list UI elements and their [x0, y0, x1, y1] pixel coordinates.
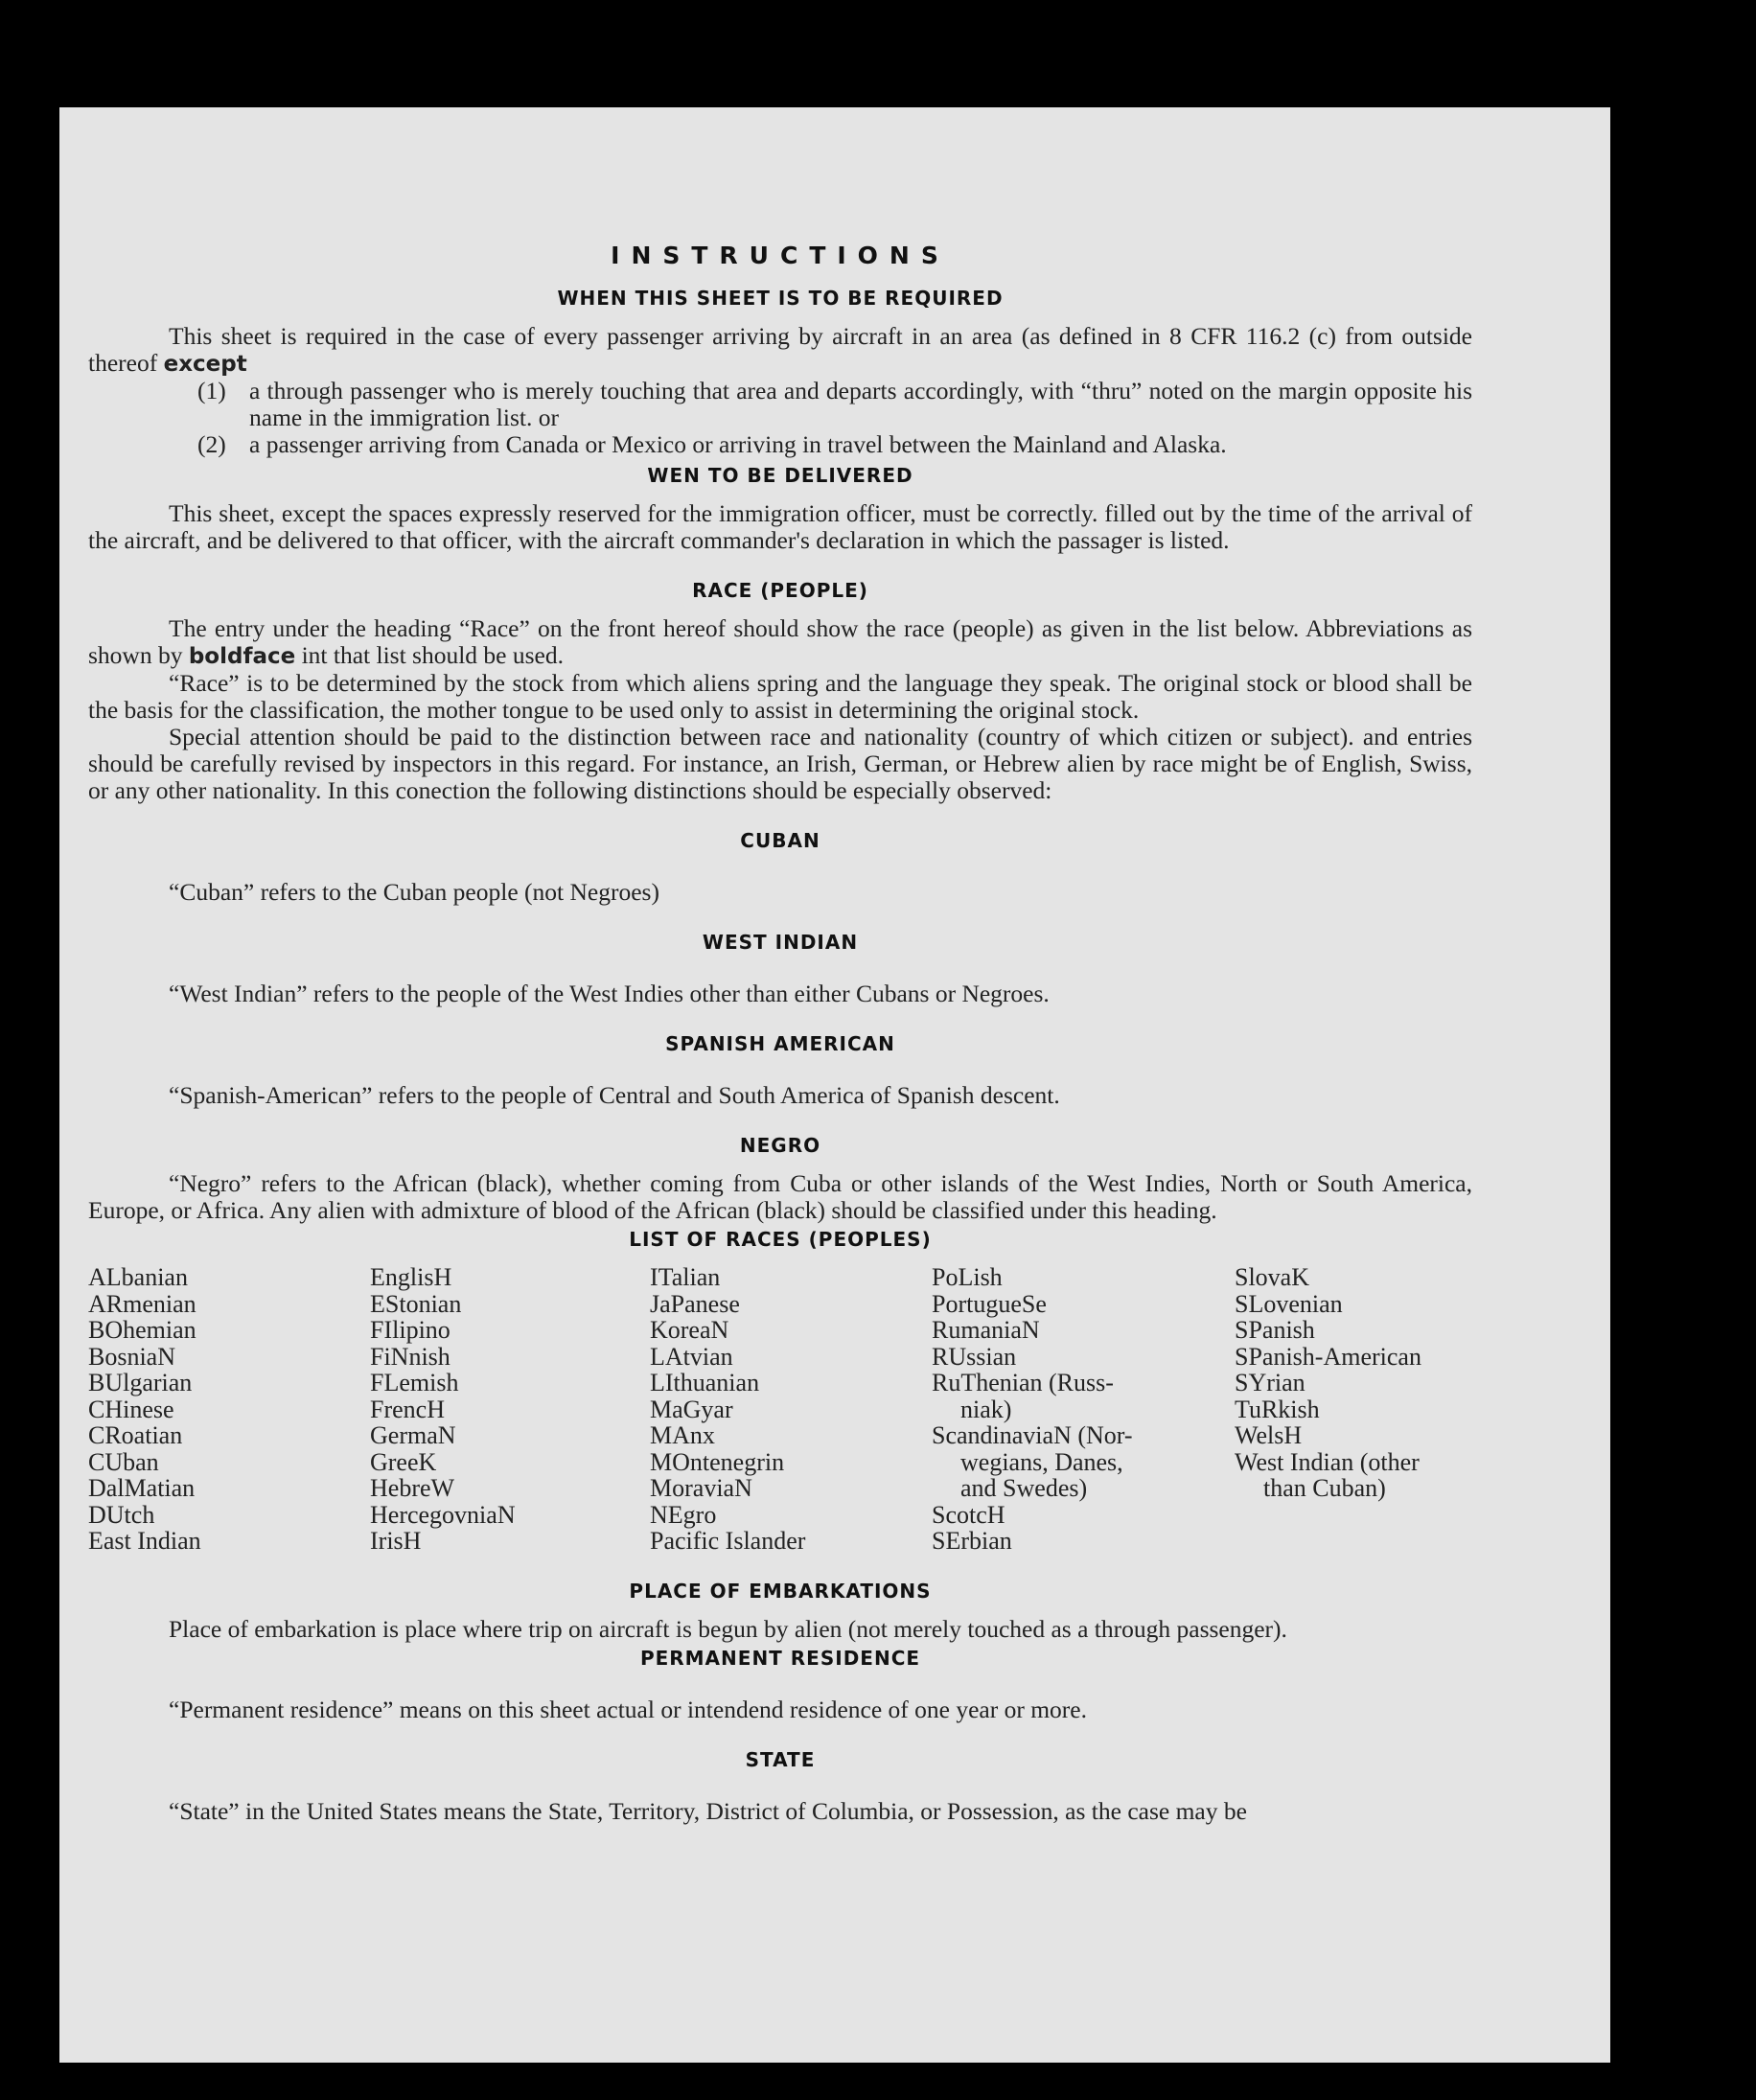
- race-entry: West Indian (other: [1235, 1447, 1420, 1476]
- race-entry: niak): [960, 1395, 1012, 1423]
- heading-embarkation: PLACE OF EMBARKATIONS: [629, 1579, 932, 1603]
- race-entry: BUlgarian: [88, 1369, 193, 1396]
- race-entry: MaGyar: [650, 1395, 733, 1423]
- heading-race: RACE (PEOPLE): [692, 579, 868, 602]
- exception-item: (2) a passenger arriving from Canada or Mexico or arriving in travel between the Mainland and Alaska.: [197, 430, 1227, 458]
- race-entry: FiNnish: [370, 1342, 451, 1371]
- except-bold: except: [163, 352, 247, 377]
- race-entry: LAtvian: [650, 1342, 733, 1371]
- heading-when-required: WHEN THIS SHEET IS TO BE REQUIRED: [557, 287, 1004, 310]
- race-entry: SlovaK: [1235, 1263, 1309, 1291]
- heading-negro: NEGRO: [739, 1134, 821, 1157]
- race-entry: than Cuban): [1263, 1474, 1386, 1502]
- races-column-5: [1235, 1264, 1474, 1555]
- embarkation-text: Place of embarkation is place where trip on aircraft is begun by alien (not merely touched as a through passenger).: [169, 1614, 1287, 1643]
- race-entry: GermaN: [370, 1421, 456, 1449]
- race-entry: HercegovniaN: [370, 1500, 516, 1529]
- race-entry: SPanish-American: [1235, 1342, 1421, 1371]
- race-entry: Pacific Islander: [650, 1527, 806, 1555]
- heading-west-indian: WEST INDIAN: [702, 931, 859, 954]
- race-entry: FIlipino: [370, 1316, 451, 1344]
- race-entry: FrencH: [370, 1395, 445, 1423]
- required-intro: This sheet is required in the case of every passenger arriving by aircraft in an area (as defined in 8 CFR 116.2 (c) from outside thereof except: [88, 322, 1472, 377]
- race-entry: FLemish: [370, 1369, 459, 1396]
- required-exceptions: [197, 378, 1472, 458]
- race-entry: WelsH: [1235, 1421, 1303, 1449]
- heading-list-of-races: LIST OF RACES (PEOPLES): [629, 1228, 932, 1251]
- races-column-2: [370, 1264, 650, 1555]
- races-column-3: [650, 1264, 932, 1555]
- races-column-1: [88, 1264, 370, 1555]
- west-indian-text: “West Indian” refers to the people of the West Indies other than either Cubans or Negroes.: [169, 980, 1050, 1007]
- race-paragraph-1: The entry under the heading “Race” on the front hereof should show the race (people) as given in the list below. Abbreviations as shown by boldface int that list should be used.: [88, 614, 1472, 669]
- race-entry: KoreaN: [650, 1316, 729, 1344]
- state-text: “State” in the United States means the State, Territory, District of Columbia, or Possession, as the case may be: [169, 1796, 1247, 1825]
- race-entry: BosniaN: [88, 1342, 175, 1371]
- exception-item: (1) a through passenger who is merely touching that area and departs accordingly, with “thru” noted on the margin opposite his name in the immigration list. or: [197, 377, 1472, 431]
- race-entry: BOhemian: [88, 1316, 196, 1344]
- race-entry: ScandinaviaN (Nor-: [932, 1421, 1133, 1449]
- race-entry: EnglisH: [370, 1263, 452, 1291]
- race-paragraph-3: Special attention should be paid to the distinction between race and nationality (country of which citizen or subject). and entries should be carefully revised by inspectors in this regard. For instance, an Irish, German, or Hebrew alien by race might be of English, Swiss, or any other nationality. In this conection the following distinctions should be especially observed:: [88, 723, 1472, 804]
- race-entry: and Swedes): [960, 1474, 1088, 1502]
- boldface-word: boldface: [188, 644, 296, 669]
- delivered-text: This sheet, except the spaces expressly reserved for the immigration officer, must be correctly. filled out by the time of the arrival of the aircraft, and be delivered to that officer, with the aircraft commander's declaration in which the passager is listed.: [88, 499, 1472, 554]
- race-entry: LIthuanian: [650, 1369, 760, 1396]
- races-column-4: [932, 1264, 1235, 1555]
- race-entry: East Indian: [88, 1527, 201, 1555]
- race-entry: wegians, Danes,: [960, 1447, 1123, 1476]
- race-entry: CRoatian: [88, 1421, 183, 1449]
- race-entry: EStonian: [370, 1289, 462, 1318]
- race-entry: HebreW: [370, 1474, 455, 1502]
- race-entry: IrisH: [370, 1527, 422, 1555]
- race-entry: TuRkish: [1235, 1395, 1320, 1423]
- heading-when-delivered: WEN TO BE DELIVERED: [647, 464, 913, 487]
- race-entry: RUssian: [932, 1342, 1017, 1371]
- race-entry: MoraviaN: [650, 1474, 752, 1502]
- negro-text: “Negro” refers to the African (black), whether coming from Cuba or other islands of the West Indies, North or South America, Europe, or Africa. Any alien with admixture of blood of the African (black) should be classified under this heading.: [88, 1169, 1472, 1224]
- race-entry: SLovenian: [1235, 1289, 1343, 1318]
- race-entry: PoLish: [932, 1263, 1003, 1291]
- races-list: [88, 1264, 1472, 1555]
- race-entry: NEgro: [650, 1500, 717, 1529]
- race-entry: SErbian: [932, 1527, 1012, 1555]
- race-entry: CHinese: [88, 1395, 174, 1423]
- residence-text: “Permanent residence” means on this sheet actual or intendend residence of one year or more.: [169, 1695, 1087, 1723]
- race-entry: ScotcH: [932, 1500, 1005, 1529]
- race-entry: MOntenegrin: [650, 1447, 785, 1476]
- race-entry: DalMatian: [88, 1474, 196, 1502]
- race-entry: GreeK: [370, 1447, 437, 1476]
- race-entry: RumaniaN: [932, 1316, 1040, 1344]
- race-entry: ARmenian: [88, 1289, 196, 1318]
- heading-cuban: CUBAN: [740, 829, 820, 852]
- heading-state: STATE: [745, 1747, 816, 1771]
- cuban-text: “Cuban” refers to the Cuban people (not Negroes): [169, 878, 659, 906]
- race-entry: SPanish: [1235, 1316, 1315, 1344]
- race-paragraph-2: “Race” is to be determined by the stock from which aliens spring and the language they speak. The original stock or blood shall be the basis for the classification, the mother tongue to be used only to assist in determining the original stock.: [88, 669, 1472, 724]
- sheet-content: [88, 242, 1472, 1825]
- race-entry: MAnx: [650, 1421, 715, 1449]
- race-entry: CUban: [88, 1447, 159, 1476]
- race-entry: ITalian: [650, 1263, 721, 1291]
- race-entry: SYrian: [1235, 1369, 1305, 1396]
- race-entry: PortugueSe: [932, 1289, 1047, 1318]
- race-entry: ALbanian: [88, 1263, 188, 1291]
- heading-spanish-american: SPANISH AMERICAN: [665, 1032, 895, 1055]
- heading-permanent-residence: PERMANENT RESIDENCE: [639, 1646, 921, 1670]
- spanish-american-text: “Spanish-American” refers to the people of Central and South America of Spanish descent.: [169, 1081, 1060, 1109]
- race-entry: RuThenian (Russ-: [932, 1369, 1114, 1396]
- page-title: INSTRUCTIONS: [611, 242, 950, 269]
- race-entry: JaPanese: [650, 1289, 740, 1318]
- instruction-sheet: [59, 107, 1610, 2063]
- race-entry: DUtch: [88, 1500, 155, 1529]
